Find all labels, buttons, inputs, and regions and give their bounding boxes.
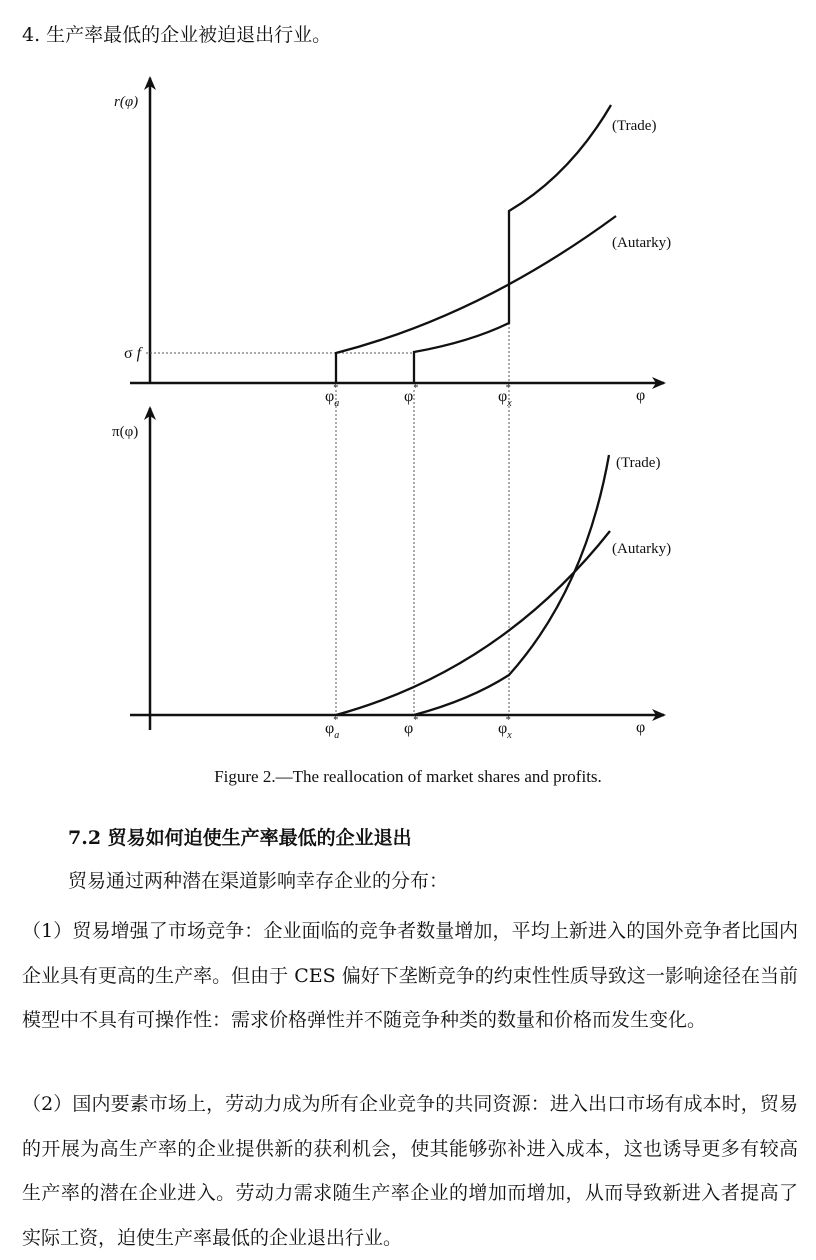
caption-label: Figure 2.: [214, 767, 276, 786]
intro-paragraph: 贸易通过两种潜在渠道影响幸存企业的分布：: [68, 870, 449, 892]
section-heading: 7.2 贸易如何迫使生产率最低的企业退出: [68, 827, 412, 849]
bottom-x-axis-label: φ: [636, 719, 646, 736]
trade-label-top: (Trade): [612, 118, 657, 134]
autarky-label-top: (Autarky): [612, 235, 672, 251]
bottom-y-axis-label: π(φ): [112, 424, 139, 440]
top-y-axis-label: r(φ): [114, 94, 139, 110]
tick-phi-star-bottom: φ*: [404, 715, 419, 737]
tick-phi-x-bottom: $\varphi_x*$: [498, 715, 512, 741]
paragraph-2: （2）国内要素市场上，劳动力成为所有企业竞争的共同资源：进入出口市场有成本时，贸易的开展为高生产率的企业提供新的获利机会，使其能够弥补进入成本，这也诱导更多有较高生产率的潜在企业进入。劳动力需求随生产率企业的增加而增加，从而导致新进入者提高了实际工资，迫使生产率最低的企业退出行业。: [22, 1093, 798, 1249]
tick-phi-x-top: $\varphi_x*$: [498, 383, 512, 409]
paragraph-1: （1）贸易增强了市场竞争：企业面临的竞争者数量增加，平均上新进入的国外竞争者比国内企业具有更高的生产率。但由于 CES 偏好下垄断竞争的约束性性质导致这一影响途径在当前模型中不具有可操作性：需求价格弹性并不随竞争种类的数量和价格而发生变化。: [22, 920, 798, 1031]
caption-text: —The reallocation of market shares and profits.: [275, 767, 602, 786]
top-x-axis-label: φ: [636, 387, 646, 404]
tick-phi-star-top: φ*: [404, 383, 419, 405]
figure-caption: [0, 767, 816, 787]
autarky-profit-curve: [336, 531, 610, 715]
trade-revenue-curve: [414, 105, 611, 383]
autarky-revenue-curve: [336, 216, 616, 383]
tick-phi-a-top: $\varphi_a*$: [325, 383, 340, 409]
revenue-panel: [114, 78, 671, 715]
profit-panel: [112, 408, 671, 741]
autarky-label-bottom: (Autarky): [612, 541, 672, 557]
trade-label-bottom: (Trade): [616, 455, 661, 471]
tick-phi-a-bottom: $\varphi_a*$: [325, 715, 340, 741]
list-item-4: 4. 生产率最低的企业被迫退出行业。: [22, 24, 332, 46]
sigma-f-label: σ f: [124, 345, 142, 362]
figure-2: [0, 60, 816, 800]
trade-profit-curve: [414, 455, 609, 715]
